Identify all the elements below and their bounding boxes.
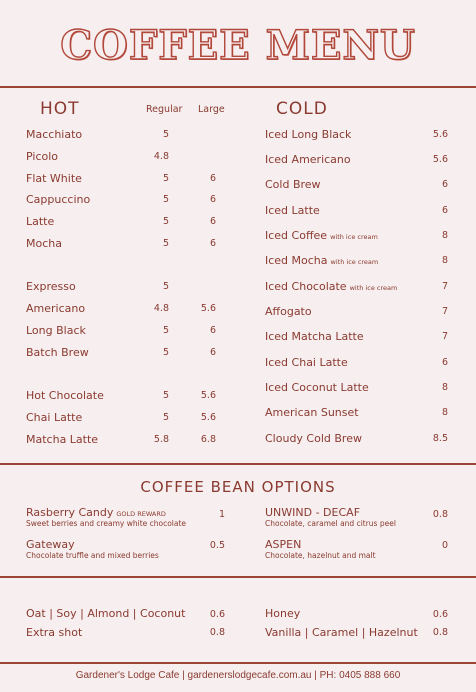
price-large: 5.6 (200, 303, 216, 314)
price: 7 (441, 306, 448, 317)
price: 6 (441, 205, 448, 216)
price: 0.8 (432, 627, 448, 638)
price: 5.6 (432, 154, 448, 165)
bean-option-desc: Chocolate truffle and mixed berries (26, 551, 159, 560)
price-large: 6 (209, 238, 216, 249)
price-regular: 5 (162, 412, 169, 423)
menu-item: Affogato (265, 305, 312, 318)
menu-item: Iced Matcha Latte (265, 330, 364, 343)
price-regular: 4.8 (153, 151, 169, 162)
menu-item: Latte (26, 215, 55, 228)
hot-heading: HOT (40, 99, 80, 119)
bean-option-desc: Chocolate, hazelnut and malt (265, 551, 376, 560)
extra-item: Extra shot (26, 626, 83, 639)
price: 7 (441, 281, 448, 292)
menu-item: Macchiato (26, 128, 83, 141)
price-regular: 5.8 (153, 434, 169, 445)
price: 8 (441, 230, 448, 241)
regular-column-header: Regular (146, 104, 183, 115)
extra-item: Oat | Soy | Almond | Coconut (26, 607, 186, 620)
menu-item: Iced Chocolate with ice cream (265, 280, 398, 293)
menu-item: Iced Coconut Latte (265, 381, 369, 394)
divider-beans (0, 463, 476, 465)
price: 8.5 (432, 433, 448, 444)
price-regular: 5 (162, 325, 169, 336)
price-regular: 5 (162, 194, 169, 205)
price-regular: 5 (162, 347, 169, 358)
menu-item: Iced Chai Latte (265, 356, 348, 369)
price: 0.6 (432, 609, 448, 620)
extra-item: Vanilla | Caramel | Hazelnut (265, 626, 418, 639)
menu-item: Cloudy Cold Brew (265, 432, 362, 445)
price-large: 6.8 (200, 434, 216, 445)
menu-item: Batch Brew (26, 346, 89, 359)
menu-title: COFFEE MENU (0, 22, 476, 69)
price: 0.8 (432, 509, 448, 520)
price: 0.8 (209, 627, 225, 638)
menu-item: American Sunset (265, 406, 359, 419)
menu-item: Iced Americano (265, 153, 351, 166)
menu-item: Cold Brew (265, 178, 321, 191)
price: 1 (218, 509, 225, 520)
price: 0.5 (209, 540, 225, 551)
menu-item: Americano (26, 302, 86, 315)
bean-option-name: Gateway (26, 538, 75, 551)
divider-footer (0, 662, 476, 664)
extra-item: Honey (265, 607, 301, 620)
menu-item: Iced Coffee with ice cream (265, 229, 378, 242)
bean-option-desc: Chocolate, caramel and citrus peel (265, 519, 396, 528)
price-regular: 5 (162, 173, 169, 184)
cold-heading: COLD (276, 99, 328, 119)
menu-item: Iced Latte (265, 204, 320, 217)
menu-item: Iced Long Black (265, 128, 352, 141)
price-large: 5.6 (200, 412, 216, 423)
price: 6 (441, 357, 448, 368)
price: 7 (441, 331, 448, 342)
price-large: 5.6 (200, 390, 216, 401)
menu-item: Long Black (26, 324, 86, 337)
price: 6 (441, 179, 448, 190)
price-regular: 4.8 (153, 303, 169, 314)
price-large: 6 (209, 173, 216, 184)
price: 0 (441, 540, 448, 551)
bean-options-heading: COFFEE BEAN OPTIONS (140, 478, 336, 496)
price: 5.6 (432, 129, 448, 140)
menu-item: Picolo (26, 150, 59, 163)
bean-option-name: UNWIND - DECAF (265, 506, 361, 519)
price-regular: 5 (162, 390, 169, 401)
menu-item: Mocha (26, 237, 62, 250)
price-large: 6 (209, 216, 216, 227)
price-large: 6 (209, 194, 216, 205)
menu-item: Iced Mocha with ice cream (265, 254, 379, 267)
menu-item: Expresso (26, 280, 76, 293)
price: 8 (441, 382, 448, 393)
price: 0.6 (209, 609, 225, 620)
footer-contact: Gardener's Lodge Cafe | gardenerslodgecafe.com.au | PH: 0405 888 660 (75, 670, 401, 681)
bean-option-name: Rasberry Candy GOLD REWARD (26, 506, 166, 519)
menu-item: Chai Latte (26, 411, 83, 424)
menu-item: Flat White (26, 172, 82, 185)
price-regular: 5 (162, 129, 169, 140)
bean-option-desc: Sweet berries and creamy white chocolate (26, 519, 187, 528)
price-large: 6 (209, 325, 216, 336)
price: 8 (441, 255, 448, 266)
menu-item: Matcha Latte (26, 433, 99, 446)
price-regular: 5 (162, 216, 169, 227)
large-column-header: Large (198, 104, 225, 115)
divider-extras (0, 576, 476, 578)
price-regular: 5 (162, 281, 169, 292)
divider-top (0, 86, 476, 88)
price-large: 6 (209, 347, 216, 358)
bean-option-name: ASPEN (265, 538, 302, 551)
menu-item: Cappuccino (26, 193, 91, 206)
price-regular: 5 (162, 238, 169, 249)
menu-item: Hot Chocolate (26, 389, 104, 402)
price: 8 (441, 407, 448, 418)
